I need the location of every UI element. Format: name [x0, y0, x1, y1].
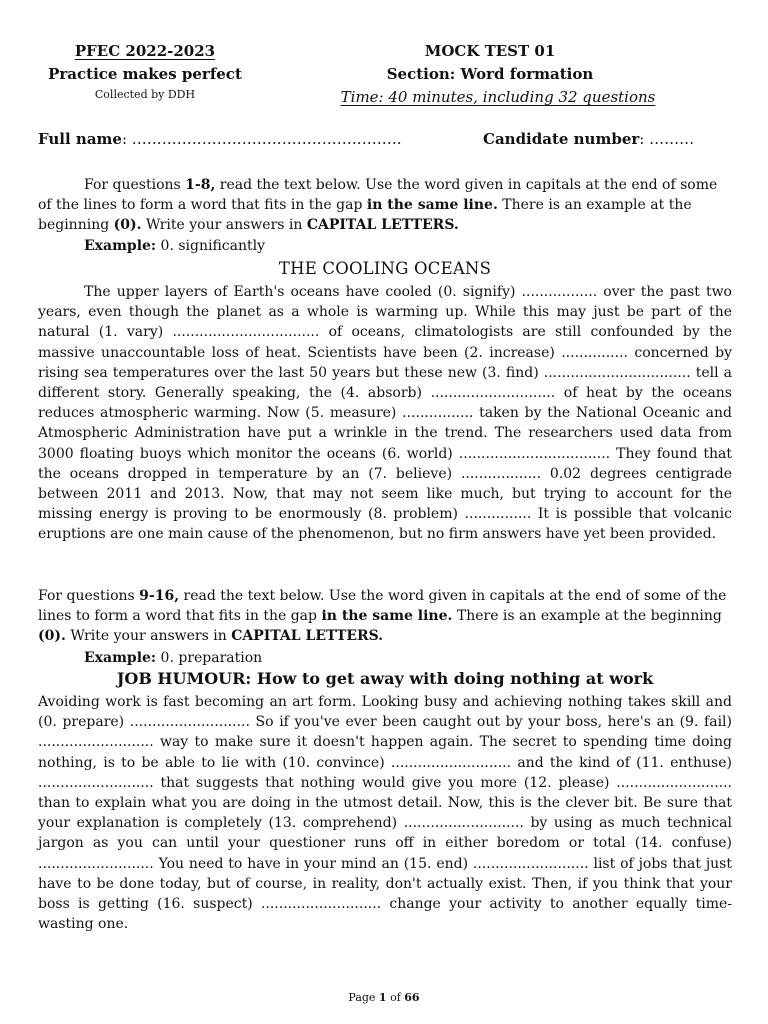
part1-example: Example: 0. significantly	[84, 238, 266, 254]
part2-title: JOB HUMOUR: How to get away with doing nothing at work	[116, 669, 654, 688]
mock-test-title: MOCK TEST 01	[424, 42, 556, 60]
part2-example: Example: 0. preparation	[84, 650, 263, 666]
collector-credit: Collected by DDH	[94, 88, 196, 101]
part1-instructions: For questions 1-8, read the text below. Use the word given in capitals at the end of some of the lines to form a word that fits in the gap in the same line. There is an example at the beginning (0). Write your answers in CAPITAL LETTERS.	[38, 177, 718, 234]
part2-instructions: For questions 9-16, read the text below. Use the word given in capitals at the end of some of the lines to form a word that fits in the gap in the same line. There is an example at the beginning (0). Write your answers in CAPITAL LETTERS.	[38, 588, 727, 645]
test-series-title: PFEC 2022-2023	[74, 42, 216, 60]
page-number: Page 1 of 66	[348, 991, 420, 1004]
candidate-number-line	[483, 130, 694, 148]
full-name-line	[38, 130, 402, 148]
motto: Practice makes perfect	[48, 65, 242, 83]
section-title: Section: Word formation	[386, 65, 594, 83]
full-name-dots: : ………………………………………………	[121, 130, 402, 148]
part2-passage: Avoiding work is fast becoming an art form. Looking busy and achieving nothing takes skill and (0. prepare) ........................... So if you've ever been caught out by your boss, here's an (9. fail) .......................... way to make sure it doesn't happen again. The secret to spending time doing nothing, is to be able to lie with (10. convince) ........................... and the kind of (11. enthuse) .......................... that suggests that nothing would give you more (12. please) .......................... than to explain what you are doing in the utmost detail. Now, this is the clever bit. Be sure that your explanation is completely (13. comprehend) ........................... by using as much technical jargon as you can until your questioner runs off in either boredom or total (14. confuse) .......................... You need to have in your mind an (15. end) .......................... list of jobs that just have to be done today, but of course, in reality, don't actually exist. Then, if you think that your boss is getting (16. suspect) ........................... change your activity to another equally time-wasting one.	[38, 694, 732, 933]
candidate-number-label: Candidate number	[483, 130, 640, 148]
part1-passage: The upper layers of Earth's oceans have cooled (0. signify) ................. over the past two years, even though the planet as a whole is warming up. While this may just be part of the natural (1. vary) ................................. of oceans, climatologists are still confounded by the massive unaccountable loss of heat. Scientists have been (2. increase) ............... concerned by rising sea temperatures over the last 50 years but these new (3. find) ................................. tell a different story. Generally speaking, the (4. absorb) ............................ of heat by the oceans reduces atmospheric warming. Now (5. measure) ................ taken by the National Oceanic and Atmospheric Administration have put a wrinkle in the trend. The researchers used data from 3000 floating buoys which monitor the oceans (6. world) .................................. They found that the oceans dropped in temperature by an (7. believe) .................. 0.02 degrees centigrade between 2011 and 2013. Now, that may not seem like much, but trying to account for the missing energy is proving to be enormously (8. problem) ............... It is possible that volcanic eruptions are one main cause of the phenomenon, but no firm answers have yet been provided.	[38, 284, 732, 543]
part1-title: THE COOLING OCEANS	[278, 259, 492, 278]
full-name-label: Full name	[38, 130, 122, 148]
time-limit: Time: 40 minutes, including 32 questions	[340, 88, 656, 106]
candidate-number-dots: : ………	[639, 130, 695, 148]
